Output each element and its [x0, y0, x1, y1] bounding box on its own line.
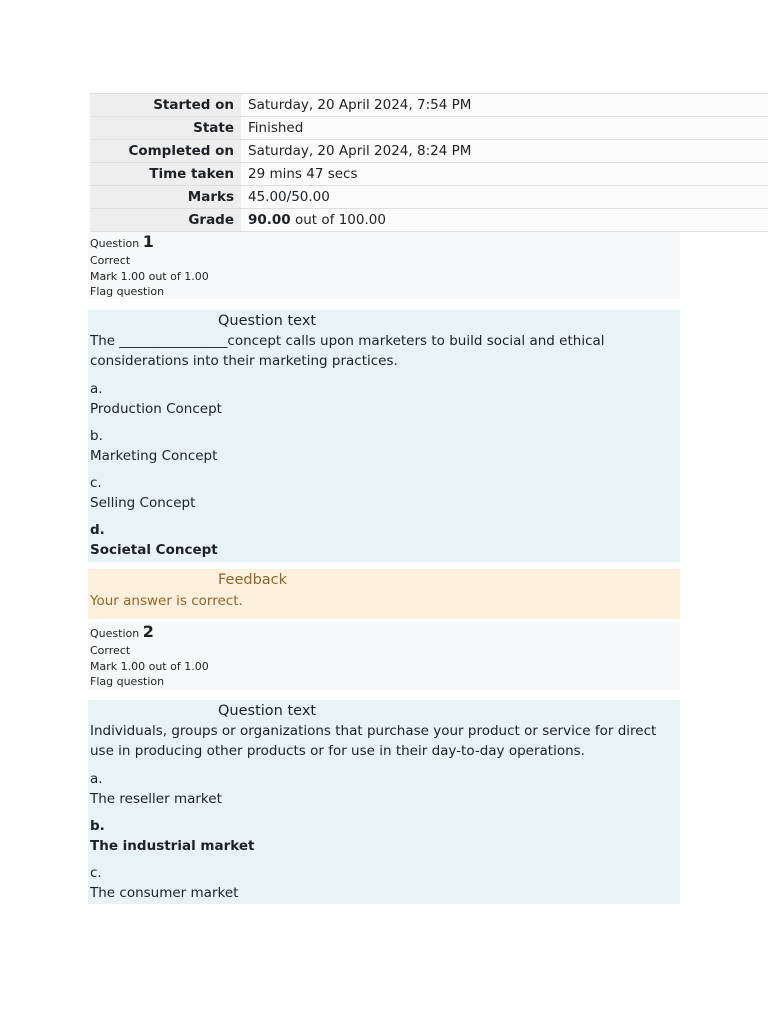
flag-question-link[interactable]: Flag question: [90, 285, 165, 298]
summary-value: [241, 209, 768, 232]
question-1-content: [88, 310, 680, 562]
answer-option[interactable]: b. Marketing Concept: [90, 428, 218, 464]
flag-question-link[interactable]: Flag question: [90, 675, 165, 688]
summary-value: 29 mins 47 secs: [241, 163, 768, 186]
question-2-info: [88, 622, 680, 690]
summary-value: Finished: [241, 117, 768, 140]
question-state: Correct: [90, 254, 131, 267]
answer-option[interactable]: a. The reseller market: [90, 771, 222, 807]
answer-option-selected[interactable]: d. Societal Concept: [90, 522, 218, 558]
summary-row-grade: [90, 209, 768, 232]
summary-label: Grade: [90, 209, 241, 232]
question-1-info: [88, 232, 680, 299]
question-grade: Mark 1.00 out of 1.00: [90, 659, 209, 673]
summary-label: State: [90, 117, 241, 140]
feedback-heading: Feedback: [218, 572, 288, 588]
quiz-summary-table: [90, 93, 768, 232]
summary-label: Completed on: [90, 140, 241, 163]
question-text: Individuals, groups or organizations that purchase your product or service for direct use in producing other products or for use in their day-to-day operations.: [90, 723, 657, 759]
summary-value: 45.00/50.00: [241, 186, 768, 209]
question-1-feedback: [88, 569, 680, 619]
feedback-message: Your answer is correct.: [90, 593, 243, 609]
question-2-content: [88, 700, 680, 904]
summary-label: Time taken: [90, 163, 241, 186]
summary-row-marks: [90, 186, 768, 209]
summary-row-state: [90, 117, 768, 140]
answer-option[interactable]: c. The consumer market: [90, 865, 239, 901]
answer-option-selected[interactable]: b. The industrial market: [90, 818, 255, 854]
question-number: Question 2: [90, 622, 154, 641]
question-text: The ________________concept calls upon marketers to build social and ethical considerations into their marketing practices.: [90, 333, 605, 369]
summary-row-started: [90, 94, 768, 117]
summary-label: Marks: [90, 186, 241, 209]
question-text-heading: Question text: [218, 313, 317, 329]
summary-value: Saturday, 20 April 2024, 7:54 PM: [241, 94, 768, 117]
grade-value: 90.00: [248, 212, 291, 228]
summary-value: Saturday, 20 April 2024, 8:24 PM: [241, 140, 768, 163]
summary-row-completed: [90, 140, 768, 163]
answer-option[interactable]: a. Production Concept: [90, 381, 222, 417]
question-grade: Mark 1.00 out of 1.00: [90, 269, 209, 283]
summary-row-time-taken: [90, 163, 768, 186]
question-number: Question 1: [90, 232, 154, 251]
question-text-heading: Question text: [218, 703, 317, 719]
summary-label: Started on: [90, 94, 241, 117]
question-state: Correct: [90, 644, 131, 657]
answer-option[interactable]: c. Selling Concept: [90, 475, 196, 511]
grade-out-of: out of 100.00: [290, 212, 386, 228]
